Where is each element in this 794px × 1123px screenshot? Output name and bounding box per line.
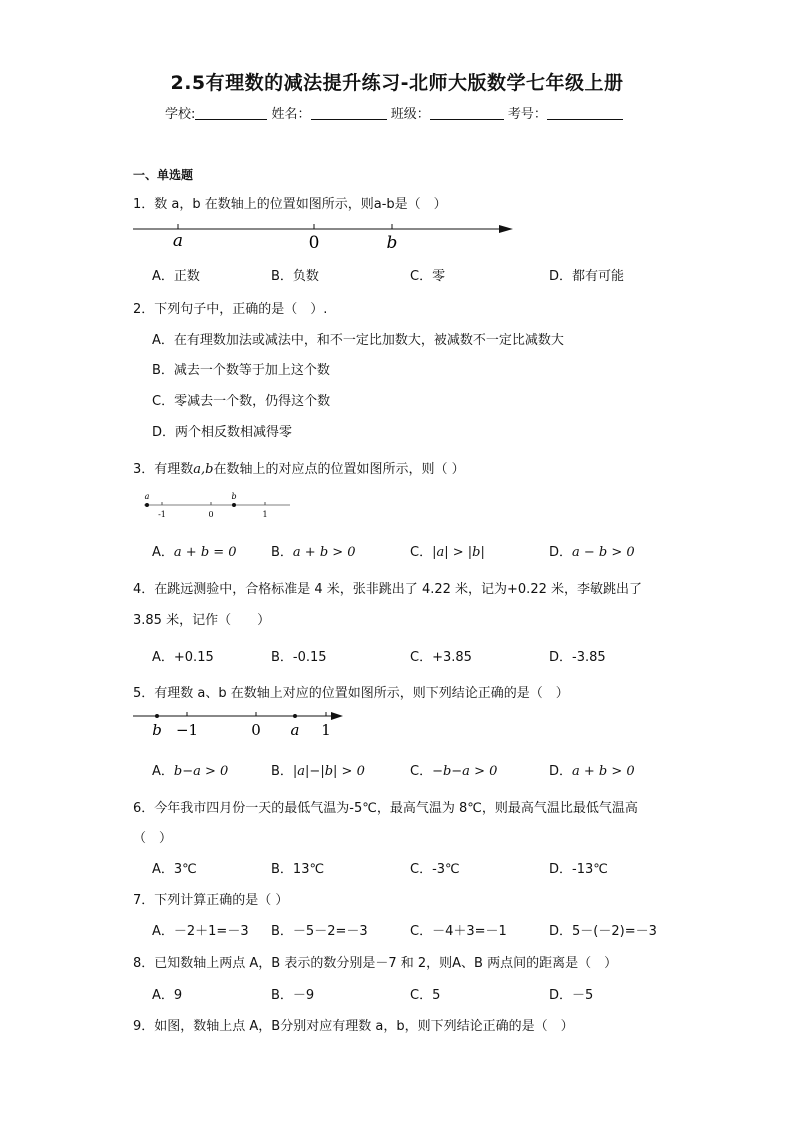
q3-option-b bbox=[271, 541, 356, 560]
question-2-stem: 2．下列句子中，正确的是（ ）. bbox=[133, 302, 328, 317]
question-7-stem: 7．下列计算正确的是（ ） bbox=[133, 893, 289, 908]
q2-option-d: D．两个相反数相减得零 bbox=[152, 425, 293, 440]
q8-option-b: B．－9 bbox=[271, 988, 315, 1003]
question-9-stem: 9．如图，数轴上点 A，B分别对应有理数 a，b，则下列结论正确的是（ ） bbox=[133, 1019, 574, 1034]
page-title: 2.5有理数的减法提升练习-北师大版数学七年级上册 bbox=[170, 72, 624, 94]
q5-option-b-letter: B． bbox=[271, 764, 293, 779]
q1-label-b: b bbox=[386, 233, 398, 253]
q5-option-b-math: |a|−|b| > 0 bbox=[292, 764, 365, 779]
name-blank bbox=[311, 106, 387, 120]
q3-option-d-math: a − b > 0 bbox=[572, 545, 635, 560]
q3-option-a bbox=[152, 541, 237, 560]
q5-label-1: 1 bbox=[321, 721, 331, 739]
q3-stem-math: a,b bbox=[193, 462, 214, 477]
question-1-stem: 1．数 a，b 在数轴上的位置如图所示，则a-b是（ ） bbox=[133, 197, 447, 212]
q6-option-d: D．-13℃ bbox=[549, 862, 608, 877]
q7-option-b: B．－5－2=－3 bbox=[271, 924, 368, 939]
q3-option-c-letter: C． bbox=[410, 545, 433, 560]
question-4-stem-line2: 3.85 米，记作（ ） bbox=[133, 613, 271, 628]
q6-option-c: C．-3℃ bbox=[410, 862, 460, 877]
question-6-stem-line2: （ ） bbox=[133, 831, 173, 846]
q6-option-b: B．13℃ bbox=[271, 862, 325, 877]
q3-label-minus1: -1 bbox=[158, 510, 166, 519]
question-3-stem bbox=[133, 458, 465, 477]
q3-option-b-math: a + b > 0 bbox=[292, 545, 356, 560]
q1-option-c: C．零 bbox=[410, 269, 446, 284]
question-8-stem: 8．已知数轴上两点 A，B 表示的数分别是－7 和 2，则A、B 两点间的距离是（ ） bbox=[133, 956, 618, 971]
q4-option-c: C．+3.85 bbox=[410, 650, 472, 665]
q5-option-d bbox=[549, 760, 635, 779]
school-label: 学校: bbox=[165, 107, 196, 122]
q3-option-c-math: |a| > |b| bbox=[432, 545, 485, 560]
q1-label-a: a bbox=[172, 231, 184, 251]
q2-option-a: A．在有理数加法或减法中，和不一定比加数大，被减数不一定比减数大 bbox=[152, 333, 564, 348]
q3-option-a-letter: A． bbox=[152, 545, 174, 560]
q5-option-a bbox=[152, 760, 228, 779]
q3-label-b: b bbox=[231, 492, 237, 501]
q5-label-minus1: −1 bbox=[175, 721, 199, 739]
q1-option-a: A．正数 bbox=[152, 269, 200, 284]
q5-option-c bbox=[410, 760, 497, 779]
q2-option-c: C．零减去一个数，仍得这个数 bbox=[152, 394, 331, 409]
question-5-stem: 5．有理数 a、b 在数轴上对应的位置如图所示，则下列结论正确的是（ ） bbox=[133, 686, 569, 701]
q8-option-d: D．－5 bbox=[549, 988, 594, 1003]
q3-option-a-math: a + b = 0 bbox=[173, 545, 237, 560]
number-label: 考号： bbox=[507, 107, 547, 122]
q3-label-0: 0 bbox=[208, 510, 214, 519]
number-blank bbox=[547, 106, 623, 120]
q5-option-c-letter: C． bbox=[410, 764, 433, 779]
question-6-stem: 6．今年我市四月份一天的最低气温为-5℃，最高气温为 8℃，则最高气温比最低气温高 bbox=[133, 801, 638, 816]
q3-stem-post: 在数轴上的对应点的位置如图所示，则（ ） bbox=[213, 462, 465, 477]
q5-option-d-math: a + b > 0 bbox=[572, 764, 635, 779]
class-blank bbox=[430, 106, 504, 120]
q3-label-1: 1 bbox=[262, 510, 268, 519]
q5-label-a: a bbox=[290, 721, 300, 739]
q4-option-d: D．-3.85 bbox=[549, 650, 606, 665]
q2-option-b: B．减去一个数等于加上这个数 bbox=[152, 363, 330, 378]
q5-option-b bbox=[271, 760, 365, 779]
q3-label-a: a bbox=[144, 492, 150, 501]
q8-option-a: A．9 bbox=[152, 988, 183, 1003]
q5-option-a-math: b−a > 0 bbox=[173, 764, 229, 779]
section-title: 一、单选题 bbox=[133, 168, 194, 182]
q7-option-a: A．－2＋1=－3 bbox=[152, 924, 249, 939]
question-5-number-line bbox=[133, 706, 348, 740]
q3-stem-pre: 3．有理数 bbox=[133, 462, 194, 477]
q3-option-c bbox=[410, 541, 485, 560]
q8-option-c: C．5 bbox=[410, 988, 441, 1003]
q1-option-b: B．负数 bbox=[271, 269, 319, 284]
class-label: 班级： bbox=[390, 107, 430, 122]
q5-option-a-letter: A． bbox=[152, 764, 174, 779]
q4-option-a: A．+0.15 bbox=[152, 650, 214, 665]
q1-option-d: D．都有可能 bbox=[549, 269, 625, 284]
q3-option-d-letter: D． bbox=[549, 545, 573, 560]
q1-label-0: 0 bbox=[308, 233, 320, 253]
q5-option-c-math: −b−a > 0 bbox=[432, 764, 498, 779]
q5-label-0: 0 bbox=[251, 721, 261, 739]
q3-option-d bbox=[549, 541, 635, 560]
q3-option-b-letter: B． bbox=[271, 545, 293, 560]
q7-option-c: C．－4＋3=－1 bbox=[410, 924, 507, 939]
question-4-stem: 4．在跳远测验中，合格标准是 4 米，张非跳出了 4.22 米，记为+0.22 米，李敏跳出了 bbox=[133, 582, 642, 597]
q4-option-b: B．-0.15 bbox=[271, 650, 327, 665]
school-blank bbox=[195, 106, 267, 120]
q5-label-b: b bbox=[152, 721, 162, 739]
q7-option-d: D．5－(－2)=－3 bbox=[549, 924, 657, 939]
q6-option-a: A．3℃ bbox=[152, 862, 197, 877]
question-3-number-line bbox=[140, 490, 300, 520]
student-info-line bbox=[165, 103, 623, 122]
name-label: 姓名： bbox=[271, 107, 311, 122]
question-1-number-line bbox=[133, 218, 518, 254]
q5-option-d-letter: D． bbox=[549, 764, 573, 779]
